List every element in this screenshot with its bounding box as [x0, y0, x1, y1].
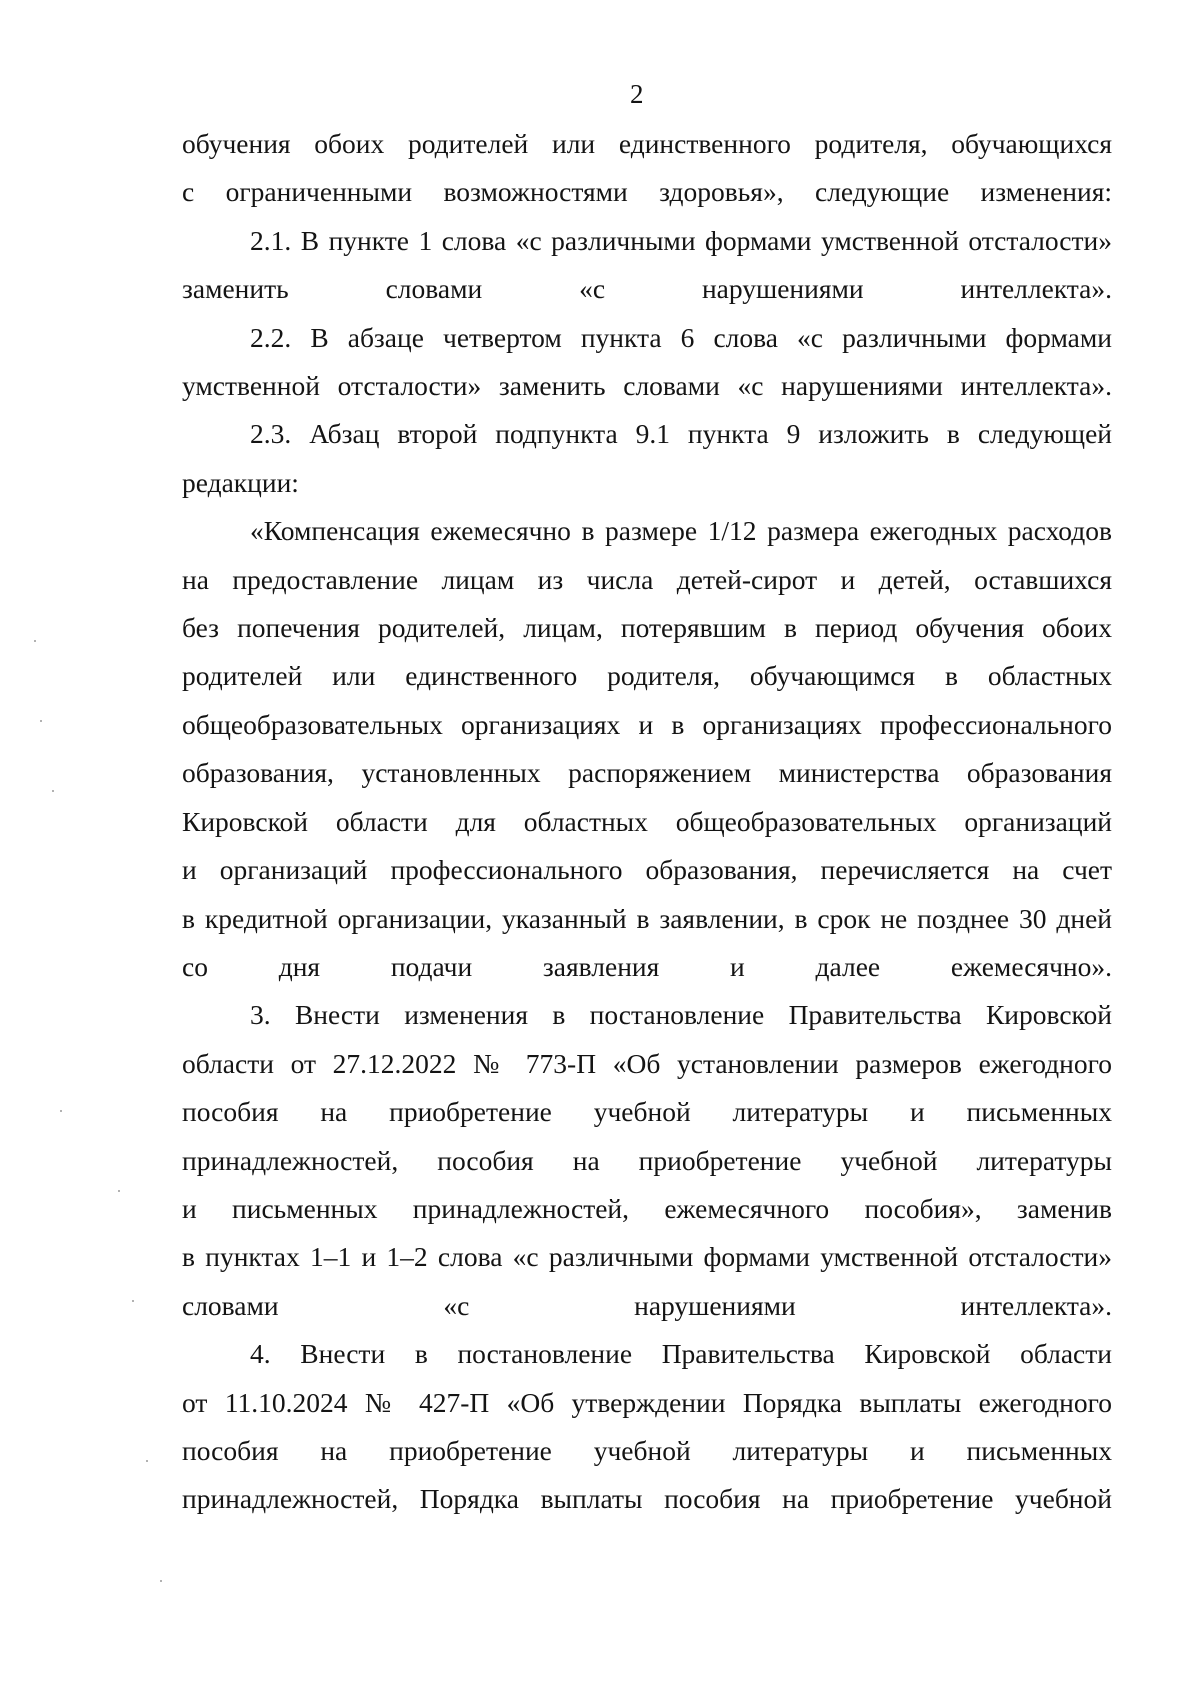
text-line: со дня подачи заявления и далее ежемесячно».: [182, 950, 1112, 982]
scan-speck: [40, 720, 42, 722]
text-line: в кредитной организации, указанный в заявлении, в срок не позднее 30 дней: [182, 902, 1112, 934]
text-line: и организаций профессионального образования, перечисляется на счет: [182, 854, 1112, 886]
text-line: редакции:: [182, 466, 299, 498]
paragraph-4: [182, 1330, 1112, 1524]
text-line: 3. Внести изменения в постановление Правительства Кировской: [250, 999, 1112, 1031]
text-line: от 11.10.2024 № 427-П «Об утверждении Порядка выплаты ежегодного: [182, 1386, 1112, 1418]
paragraph-2-2: [182, 314, 1112, 411]
page-number: 2: [630, 79, 644, 109]
text-line: 2.1. В пункте 1 слова «с различными формами умственной отсталости»: [250, 224, 1112, 256]
text-line: области от 27.12.2022 № 773-П «Об установлении размеров ежегодного: [182, 1047, 1112, 1079]
text-line: 4. Внести в постановление Правительства Кировской области: [250, 1338, 1112, 1370]
text-line: словами «с нарушениями интеллекта».: [182, 1289, 1112, 1321]
text-line: 2.2. В абзаце четвертом пункта 6 слова «с различными формами: [250, 321, 1112, 353]
text-line: образования, установленных распоряжением министерства образования: [182, 757, 1112, 789]
scan-speck: [160, 1580, 162, 1582]
paragraph-2-1: [182, 217, 1112, 314]
text-line: пособия на приобретение учебной литературы и письменных: [182, 1096, 1112, 1128]
text-line: принадлежностей, пособия на приобретение учебной литературы: [182, 1144, 1112, 1176]
text-line: обучения обоих родителей или единственного родителя, обучающихся: [182, 128, 1112, 159]
text-line: Кировской области для областных общеобразовательных организаций: [182, 805, 1112, 837]
paragraph-2-3: [182, 410, 1112, 507]
scan-speck: [52, 790, 54, 792]
text-line: принадлежностей, Порядка выплаты пособия на приобретение учебной: [182, 1483, 1112, 1515]
text-line: общеобразовательных организациях и в организациях профессионального: [182, 708, 1112, 740]
scan-speck: [60, 1110, 62, 1112]
text-line: заменить словами «с нарушениями интеллекта».: [182, 273, 1112, 305]
scan-speck: [146, 1460, 148, 1462]
text-line: с ограниченными возможностями здоровья», следующие изменения:: [182, 176, 1112, 208]
scan-speck: [132, 1300, 134, 1302]
paragraph-3: [182, 991, 1112, 1330]
text-line: без попечения родителей, лицам, потерявшим в период обучения обоих: [182, 612, 1112, 644]
text-line: 2.3. Абзац второй подпункта 9.1 пункта 9 изложить в следующей: [250, 418, 1112, 450]
text-line: на предоставление лицам из числа детей-сирот и детей, оставшихся: [182, 563, 1112, 595]
text-line: «Компенсация ежемесячно в размере 1/12 размера ежегодных расходов: [250, 515, 1112, 547]
scan-speck: [118, 1190, 120, 1192]
paragraph-intro-continuation: [182, 120, 1112, 217]
text-line: родителей или единственного родителя, обучающимся в областных: [182, 660, 1112, 692]
paragraph-quoted-compensation: [182, 507, 1112, 991]
scan-speck: [34, 640, 36, 642]
text-line: пособия на приобретение учебной литературы и письменных: [182, 1434, 1112, 1466]
text-line: умственной отсталости» заменить словами «с нарушениями интеллекта».: [182, 370, 1112, 402]
text-line: в пунктах 1–1 и 1–2 слова «с различными формами умственной отсталости»: [182, 1241, 1112, 1273]
document-body: [182, 120, 1112, 1524]
text-line: и письменных принадлежностей, ежемесячного пособия», заменив: [182, 1192, 1112, 1224]
